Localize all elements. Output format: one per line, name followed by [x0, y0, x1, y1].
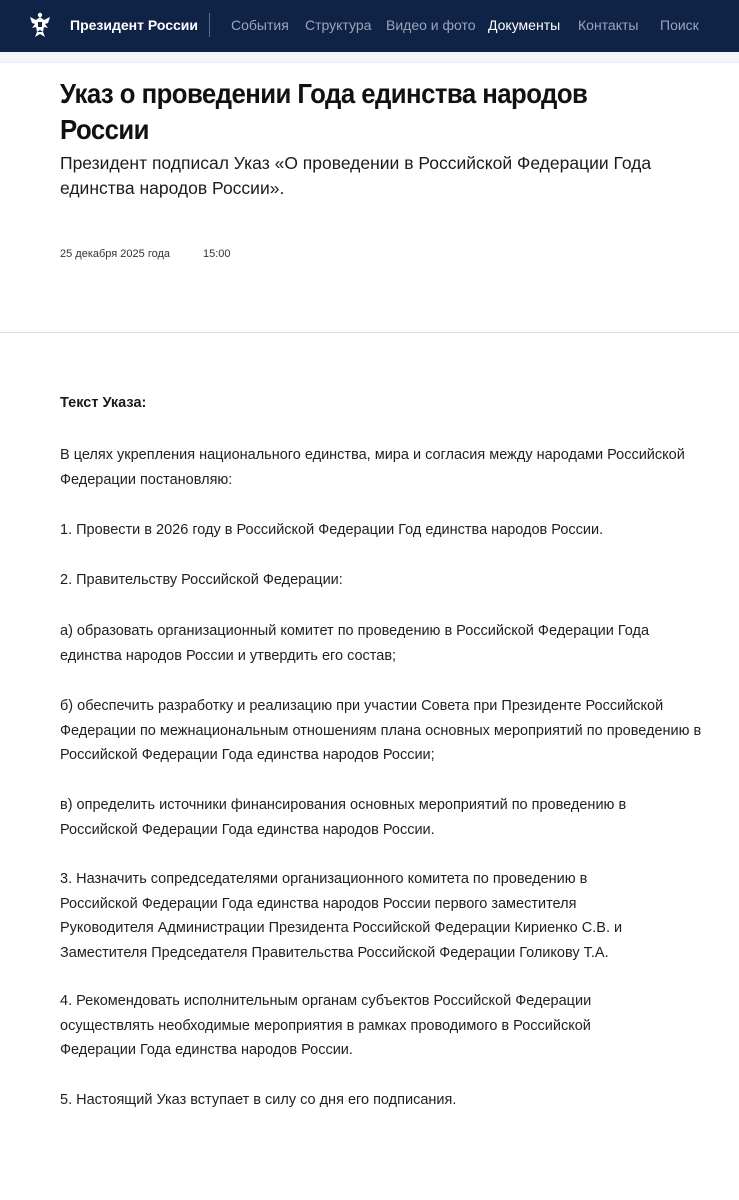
decree-intro: В целях укрепления национального единства, мира и согласия между народами Российской Федерации постановляю:	[60, 447, 685, 488]
nav-link-events[interactable]: События	[231, 17, 289, 33]
decree-item-2b: б) обеспечить разработку и реализацию при участии Совета при Президенте Российской Федерации по межнациональным отношениям плана основных мероприятий по проведению в Российской Федерации Года единства народов России;	[60, 698, 702, 763]
nav-link-documents[interactable]: Документы	[488, 17, 561, 33]
top-navigation-bar	[0, 0, 739, 52]
double-headed-eagle-icon[interactable]	[26, 11, 54, 39]
article-lead: Президент подписал Указ «О проведении в Российской Федерации Года единства народов России».	[60, 153, 652, 198]
publication-date: 25 декабря 2025 года	[60, 248, 171, 260]
nav-link-video-photo[interactable]: Видео и фото	[386, 17, 476, 33]
header-band-edge	[0, 62, 739, 63]
decree-item-4: 4. Рекомендовать исполнительным органам субъектов Российской Федерации осуществлять необходимые мероприятия в рамках проводимого в Российской Федерации Года единства народов России.	[60, 993, 592, 1058]
decree-item-5: 5. Настоящий Указ вступает в силу со дня его подписания.	[60, 1092, 457, 1108]
decree-item-2a: а) образовать организационный комитет по проведению в Российской Федерации Года единства народов России и утвердить его состав;	[60, 623, 650, 664]
decree-item-2: 2. Правительству Российской Федерации:	[60, 572, 343, 588]
publication-time: 15:00	[203, 248, 231, 260]
site-title-link[interactable]: Президент России	[70, 17, 198, 33]
decree-item-2v: в) определить источники финансирования основных мероприятий по проведению в Российской Федерации Года единства народов России.	[60, 797, 627, 838]
decree-item-1: 1. Провести в 2026 году в Российской Федерации Год единства народов России.	[60, 522, 604, 538]
decree-text-heading: Текст Указа:	[60, 395, 147, 411]
nav-link-contacts[interactable]: Контакты	[578, 17, 639, 33]
page-title: Указ о проведении Года единства народов России	[60, 78, 588, 145]
nav-divider	[209, 13, 210, 37]
header-shadow-band	[0, 52, 739, 62]
decree-item-3: 3. Назначить сопредседателями организационного комитета по проведению в Российской Федерации Года единства народов России первого заместителя Руководителя Администрации Президента Российской Федерации Кириенко С.В. и Заместителя Председателя Правительства Российской Федерации Голикову Т.А.	[60, 871, 623, 961]
nav-link-structure[interactable]: Структура	[305, 17, 372, 33]
nav-link-search[interactable]: Поиск	[660, 17, 699, 33]
section-divider	[0, 332, 739, 333]
